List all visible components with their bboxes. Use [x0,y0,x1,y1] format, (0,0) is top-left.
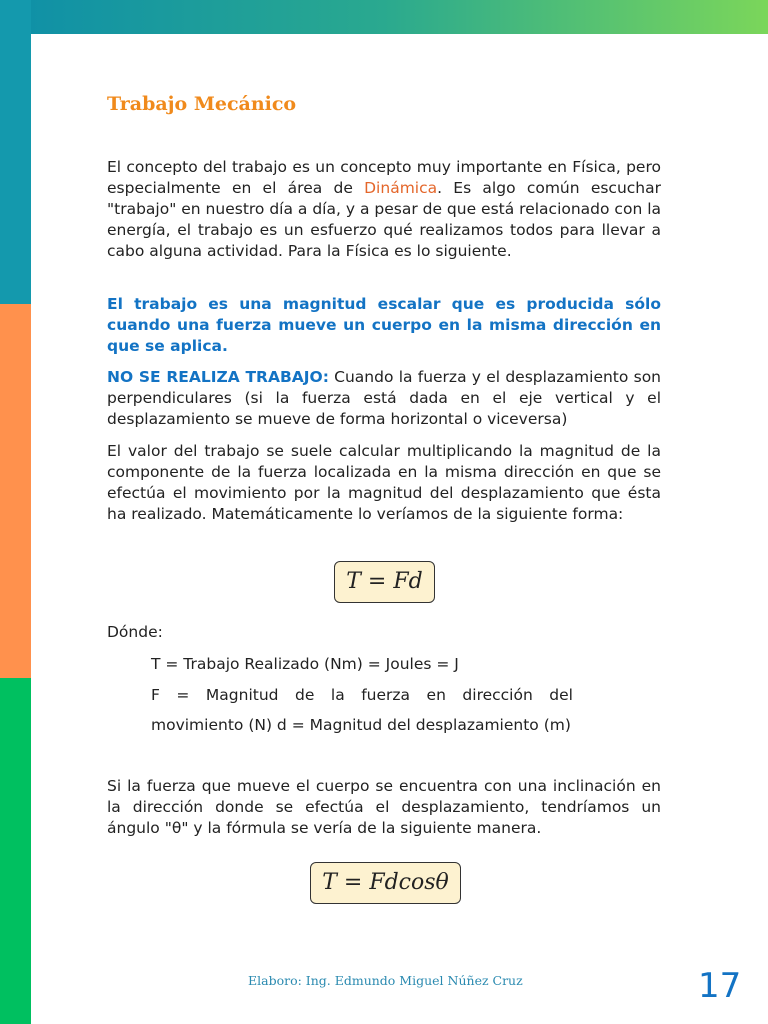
dinamica-link[interactable]: Dinámica [364,179,438,197]
footer-author: Elaboro: Ing. Edmundo Miguel Núñez Cruz [248,973,523,988]
formula-work-cos: T = Fdcosθ [310,862,461,904]
work-calculation-paragraph: El valor del trabajo se suele calcular multiplicando la magnitud de la componente de la fuerza localizada en la misma dirección en que se efectúa el movimiento por la magnitud del desplazamiento que ésta ha realizado. Matemáticamente lo veríamos de la siguiente forma: [107,442,661,523]
sidebar-orange-segment [0,304,31,678]
intro-text-start: El concepto del trabajo es un concepto muy importante en Física, pero especialmente en el área de [107,158,661,197]
left-color-bar [0,0,31,1024]
sidebar-green-segment [0,678,31,1024]
intro-text-end: . Es algo común escuchar "trabajo" en nuestro día a día, y a pesar de que está relacionado con la energía, el trabajo es un esfuerzo qué realizamos todos para llevar a cabo alguna actividad. Para la Física es lo siguiente. [107,179,661,260]
formula-work: T = Fd [334,561,435,603]
no-work-label: NO SE REALIZA TRABAJO: [107,368,329,386]
definition-f-d: F = Magnitud de la fuerza en dirección del movimiento (N) d = Magnitud del desplazamiento (m) [151,686,573,734]
no-work-paragraph [107,367,661,430]
intro-paragraph [107,157,661,262]
no-work-text: Cuando la fuerza y el desplazamiento son perpendiculares (si la fuerza está dada en el eje vertical y el desplazamiento se mueve de forma horizontal o viceversa) [107,368,661,428]
page-title: Trabajo Mecánico [107,93,297,115]
top-gradient-bar [0,0,768,34]
sidebar-teal-segment [0,0,31,304]
donde-label: Dónde: [107,623,163,641]
page-number: 17 [698,966,742,1006]
definition-paragraph: El trabajo es una magnitud escalar que es producida sólo cuando una fuerza mueve un cuerpo en la misma dirección en que se aplica. [107,295,661,355]
definition-t: T = Trabajo Realizado (Nm) = Joules = J [151,655,459,673]
inclination-paragraph: Si la fuerza que mueve el cuerpo se encuentra con una inclinación en la dirección donde se efectúa el desplazamiento, tendríamos un ángulo "θ" y la fórmula se vería de la siguiente manera. [107,777,661,837]
